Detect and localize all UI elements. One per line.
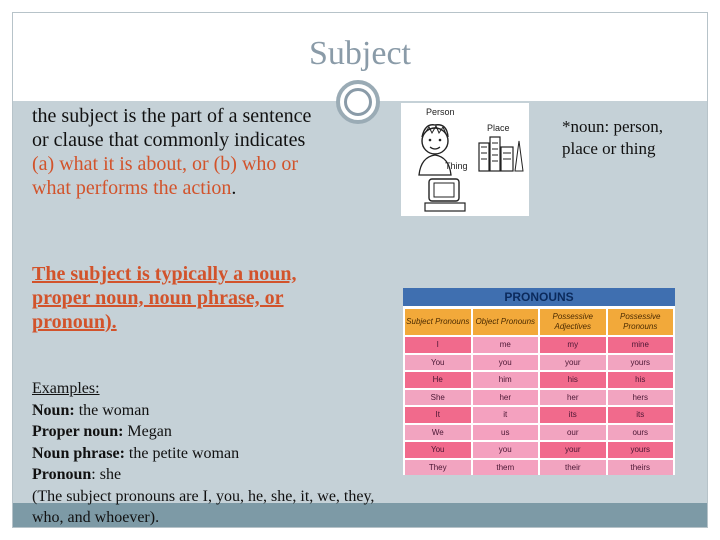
pronoun-table-header-row (405, 309, 673, 335)
table-cell: I (405, 337, 471, 353)
example-note: (The subject pronouns are I, you, he, she, it, we, they, who, and whoever). (32, 487, 375, 526)
pronoun-header: Subject Pronouns (405, 309, 471, 335)
slide-title: Subject (309, 35, 411, 72)
illustration-label-person: Person (426, 107, 455, 117)
table-cell: you (473, 355, 539, 371)
table-cell: our (540, 425, 606, 441)
table-cell: her (473, 390, 539, 406)
table-cell: He (405, 372, 471, 388)
definition-part3: . (231, 177, 237, 199)
table-row (405, 425, 673, 441)
table-cell: her (540, 390, 606, 406)
pronoun-table-image (403, 288, 675, 475)
table-cell: your (540, 442, 606, 458)
table-cell: their (540, 460, 606, 476)
table-row (405, 355, 673, 371)
table-row (405, 390, 673, 406)
example-pronoun: Pronoun: she (32, 466, 122, 483)
typical-statement (32, 262, 332, 334)
pronoun-header: Object Pronouns (473, 309, 539, 335)
table-cell: You (405, 442, 471, 458)
table-cell: your (540, 355, 606, 371)
table-cell: You (405, 355, 471, 371)
table-row (405, 407, 673, 423)
table-row (405, 337, 673, 353)
table-row (405, 442, 673, 458)
example-noun-phrase: Noun phrase: the petite woman (32, 444, 240, 462)
definition-part1: the subject is the part of a sentence or clause that commonly indicates (32, 105, 312, 151)
side-note: *noun: person, place or thing (562, 117, 664, 158)
examples-heading: Examples: (32, 380, 100, 397)
table-cell: us (473, 425, 539, 441)
table-cell: yours (608, 442, 674, 458)
table-cell: She (405, 390, 471, 406)
typical-text: The subject is typically a noun, proper noun, noun phrase, or pronoun). (32, 263, 297, 333)
table-cell: theirs (608, 460, 674, 476)
examples-block (32, 378, 377, 529)
table-cell: you (473, 442, 539, 458)
example-proper-noun: Proper noun: Megan (32, 423, 172, 440)
table-cell: ours (608, 425, 674, 441)
decorative-circle-icon (336, 80, 380, 124)
pronoun-table-title: PRONOUNS (403, 288, 675, 306)
pronoun-header: Possessive Pronouns (608, 309, 674, 335)
table-cell: them (473, 460, 539, 476)
person-place-thing-illustration (401, 103, 529, 216)
table-cell: We (405, 425, 471, 441)
table-cell: hers (608, 390, 674, 406)
table-cell: its (608, 407, 674, 423)
table-cell: its (540, 407, 606, 423)
illustration-label-place: Place (487, 123, 510, 133)
illustration-label-thing: Thing (445, 161, 468, 171)
table-cell: it (473, 407, 539, 423)
table-cell: his (608, 372, 674, 388)
table-row (405, 460, 673, 476)
table-cell: him (473, 372, 539, 388)
definition-part2: (a) what it is about, or (b) who or what performs the action (32, 153, 299, 199)
pronoun-header: Possessive Adjectives (540, 309, 606, 335)
table-row (405, 372, 673, 388)
pronoun-table (403, 307, 675, 477)
definition-text (32, 104, 332, 200)
table-cell: yours (608, 355, 674, 371)
table-cell: It (405, 407, 471, 423)
table-cell: They (405, 460, 471, 476)
table-cell: his (540, 372, 606, 388)
table-cell: me (473, 337, 539, 353)
table-cell: mine (608, 337, 674, 353)
table-cell: my (540, 337, 606, 353)
example-noun: Noun: the woman (32, 401, 150, 419)
person-place-thing-icon (401, 103, 529, 216)
